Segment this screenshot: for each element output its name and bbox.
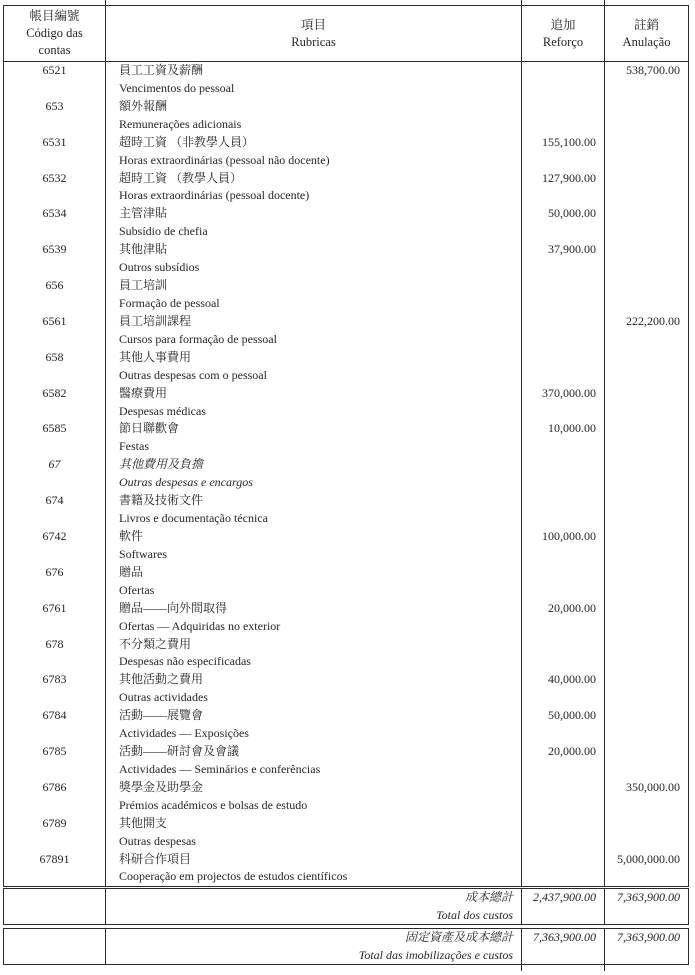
item-cell (106, 313, 522, 349)
reforco-value: 155,100.00 (522, 134, 605, 170)
account-code: 6585 (4, 420, 106, 456)
reforco-value (522, 492, 605, 528)
reforco-value: 37,900.00 (522, 241, 605, 277)
total-overall-reforco: 7,363,900.00 (522, 929, 605, 964)
header-reforco-zh: 追加 (550, 17, 576, 32)
account-code: 6521 (4, 62, 106, 98)
reforco-value (522, 815, 605, 851)
item-cell (106, 170, 522, 206)
item-cell (106, 779, 522, 815)
header-account-code-zh: 帳目編號 (29, 9, 80, 23)
item-cell (106, 456, 522, 492)
reforco-value (522, 277, 605, 313)
table-row (4, 277, 688, 313)
item-cell (106, 707, 522, 743)
item-label-zh: 不分類之費用 (119, 636, 192, 651)
item-label-pt: Despesas médicas (119, 403, 206, 418)
account-code: 6784 (4, 707, 106, 743)
anulacao-value (605, 420, 688, 456)
header-reforco (522, 6, 605, 61)
item-label-zh: 主管津貼 (119, 206, 168, 221)
header-account-code-pt: Código das contas (26, 26, 83, 57)
item-label-pt: Actividades — Exposições (119, 726, 249, 741)
anulacao-value (605, 385, 688, 421)
table-row (4, 492, 688, 528)
reforco-value: 50,000.00 (522, 205, 605, 241)
budget-table (3, 5, 689, 887)
table-row (4, 98, 688, 134)
item-cell (106, 851, 522, 887)
total-costs-label (106, 889, 522, 924)
table-row (4, 62, 688, 98)
table-row (4, 779, 688, 815)
item-label-zh: 員工培訓 (119, 278, 168, 293)
total-costs-anulacao: 7,363,900.00 (617, 890, 680, 904)
total-overall-code-cell (4, 929, 106, 964)
item-label-zh: 書籍及技術文件 (119, 493, 204, 508)
reforco-value (522, 456, 605, 492)
item-cell (106, 815, 522, 851)
account-code: 6561 (4, 313, 106, 349)
item-label-zh: 其他人事費用 (119, 349, 192, 364)
item-label-pt: Outras despesas (119, 833, 196, 848)
item-label-zh: 醫療費用 (119, 385, 168, 400)
account-code: 674 (4, 492, 106, 528)
account-code: 6783 (4, 671, 106, 707)
account-code: 6531 (4, 134, 106, 170)
total-overall-row (3, 928, 689, 965)
reforco-value (522, 779, 605, 815)
account-code: 6785 (4, 743, 106, 779)
item-label-pt: Horas extraordinárias (pessoal não docente) (119, 152, 330, 167)
item-cell (106, 349, 522, 385)
anulacao-value (605, 600, 688, 636)
item-cell (106, 134, 522, 170)
reforco-value: 10,000.00 (522, 420, 605, 456)
account-code: 678 (4, 636, 106, 672)
account-code: 67891 (4, 851, 106, 887)
header-item (106, 6, 522, 61)
item-cell (106, 743, 522, 779)
account-code: 6534 (4, 205, 106, 241)
account-code: 6742 (4, 528, 106, 564)
account-code: 67 (4, 456, 106, 492)
table-row (4, 743, 688, 779)
total-overall-anulacao: 7,363,900.00 (617, 930, 680, 944)
reforco-value (522, 851, 605, 887)
table-row (4, 170, 688, 206)
item-cell (106, 98, 522, 134)
anulacao-value: 350,000.00 (626, 779, 680, 794)
table-row (4, 385, 688, 421)
item-label-pt: Festas (119, 439, 149, 454)
item-label-pt: Livros e documentação técnica (119, 511, 268, 526)
anulacao-value (605, 170, 688, 206)
item-cell (106, 62, 522, 98)
item-label-pt: Remunerações adicionais (119, 116, 242, 131)
item-label-zh: 其他活動之費用 (119, 672, 204, 687)
reforco-value (522, 636, 605, 672)
item-label-zh: 獎學金及助學金 (119, 779, 204, 794)
table-row (4, 420, 688, 456)
item-label-pt: Outras despesas e encargos (119, 475, 253, 490)
header-item-pt: Rubricas (291, 34, 336, 49)
table-row (4, 349, 688, 385)
item-cell (106, 205, 522, 241)
header-reforco-pt: Reforço (542, 34, 584, 49)
item-cell (106, 564, 522, 600)
total-costs-label-zh: 成本總計 (464, 890, 513, 904)
table-row (4, 313, 688, 349)
item-label-zh: 額外報酬 (119, 98, 168, 113)
table-header-row (4, 6, 688, 62)
header-anulacao (605, 6, 688, 61)
item-cell (106, 241, 522, 277)
reforco-value: 20,000.00 (522, 600, 605, 636)
item-label-pt: Ofertas — Adquiridas no exterior (119, 618, 281, 633)
item-label-pt: Softwares (119, 546, 167, 561)
header-item-zh: 項目 (300, 17, 326, 32)
item-label-pt: Despesas não especificadas (119, 654, 251, 669)
item-label-zh: 軟件 (119, 528, 144, 543)
anulacao-value (605, 241, 688, 277)
table-row (4, 851, 688, 887)
anulacao-value: 5,000,000.00 (617, 851, 680, 866)
total-costs-reforco: 2,437,900.00 (522, 889, 605, 924)
item-label-zh: 贈品 (119, 564, 144, 579)
reforco-value (522, 313, 605, 349)
reforco-value (522, 349, 605, 385)
anulacao-value (605, 456, 688, 492)
item-label-pt: Ofertas (119, 582, 155, 597)
item-label-zh: 科研合作項目 (119, 851, 192, 866)
table-row (4, 636, 688, 672)
reforco-value (522, 62, 605, 98)
item-label-pt: Subsídio de chefia (119, 224, 208, 239)
item-label-zh: 其他津貼 (119, 242, 168, 257)
item-label-pt: Horas extraordinárias (pessoal docente) (119, 188, 310, 203)
item-label-pt: Actividades — Seminários e conferências (119, 761, 321, 776)
account-code: 676 (4, 564, 106, 600)
item-label-pt: Formação de pessoal (119, 295, 220, 310)
reforco-value: 20,000.00 (522, 743, 605, 779)
total-overall-label-zh: 固定資產及成本總計 (404, 930, 513, 944)
anulacao-value (605, 277, 688, 313)
account-code: 656 (4, 277, 106, 313)
anulacao-value (605, 671, 688, 707)
table-row (4, 671, 688, 707)
anulacao-value (605, 743, 688, 779)
account-code: 6539 (4, 241, 106, 277)
total-overall-label-pt: Total das imobilizações e custos (358, 947, 513, 962)
item-label-pt: Outras actividades (119, 690, 208, 705)
anulacao-value (605, 528, 688, 564)
account-code: 6789 (4, 815, 106, 851)
item-label-pt: Outros subsídios (119, 260, 200, 275)
total-overall-label (106, 929, 522, 964)
reforco-value: 100,000.00 (522, 528, 605, 564)
reforco-value: 370,000.00 (522, 385, 605, 421)
table-row (4, 205, 688, 241)
table-row (4, 707, 688, 743)
total-costs-code-cell (4, 889, 106, 924)
item-label-zh: 節日聯歡會 (119, 421, 180, 436)
table-row (4, 134, 688, 170)
account-code: 6761 (4, 600, 106, 636)
account-code: 653 (4, 98, 106, 134)
item-label-pt: Cursos para formação de pessoal (119, 331, 277, 346)
table-row (4, 241, 688, 277)
table-row (4, 815, 688, 851)
item-label-zh: 活動——研討會及會議 (119, 744, 240, 759)
header-anulacao-zh: 註銷 (633, 17, 659, 32)
anulacao-value (605, 564, 688, 600)
item-label-zh: 活動——展覽會 (119, 708, 204, 723)
anulacao-value (605, 205, 688, 241)
item-cell (106, 528, 522, 564)
item-label-pt: Prémios académicos e bolsas de estudo (119, 797, 308, 812)
reforco-value: 127,900.00 (522, 170, 605, 206)
item-label-pt: Vencimentos do pessoal (119, 80, 235, 95)
anulacao-value (605, 349, 688, 385)
item-label-pt: Outras despesas com o pessoal (119, 367, 267, 382)
item-cell (106, 600, 522, 636)
table-body (4, 62, 688, 886)
account-code: 658 (4, 349, 106, 385)
reforco-value (522, 564, 605, 600)
anulacao-value (605, 98, 688, 134)
item-label-zh: 員工工資及薪酬 (119, 63, 204, 77)
table-row (4, 456, 688, 492)
account-code: 6786 (4, 779, 106, 815)
item-cell (106, 420, 522, 456)
table-row (4, 564, 688, 600)
item-label-zh: 員工培訓課程 (119, 313, 192, 328)
item-cell (106, 636, 522, 672)
table-row (4, 600, 688, 636)
total-costs-label-pt: Total dos custos (436, 907, 513, 922)
anulacao-value (605, 815, 688, 851)
reforco-value: 40,000.00 (522, 671, 605, 707)
anulacao-value (605, 707, 688, 743)
item-label-zh: 其他費用及負擔 (119, 457, 204, 472)
item-cell (106, 385, 522, 421)
table-row (4, 528, 688, 564)
item-label-pt: Cooperação em projectos de estudos científicos (119, 869, 348, 884)
item-label-zh: 其他開支 (119, 815, 168, 830)
item-cell (106, 671, 522, 707)
anulacao-value (605, 492, 688, 528)
anulacao-value: 222,200.00 (626, 313, 680, 328)
account-code: 6532 (4, 170, 106, 206)
item-cell (106, 277, 522, 313)
header-anulacao-pt: Anulação (622, 34, 671, 49)
header-account-code (4, 6, 106, 61)
anulacao-value: 538,700.00 (626, 63, 680, 77)
anulacao-value (605, 636, 688, 672)
reforco-value: 50,000.00 (522, 707, 605, 743)
item-label-zh: 贈品——向外間取得 (119, 600, 228, 615)
account-code: 6582 (4, 385, 106, 421)
total-costs-row (3, 888, 689, 925)
reforco-value (522, 98, 605, 134)
anulacao-value (605, 134, 688, 170)
item-cell (106, 492, 522, 528)
item-label-zh: 超時工資 （教學人員） (119, 170, 243, 185)
item-label-zh: 超時工資 （非教學人員） (119, 134, 255, 149)
